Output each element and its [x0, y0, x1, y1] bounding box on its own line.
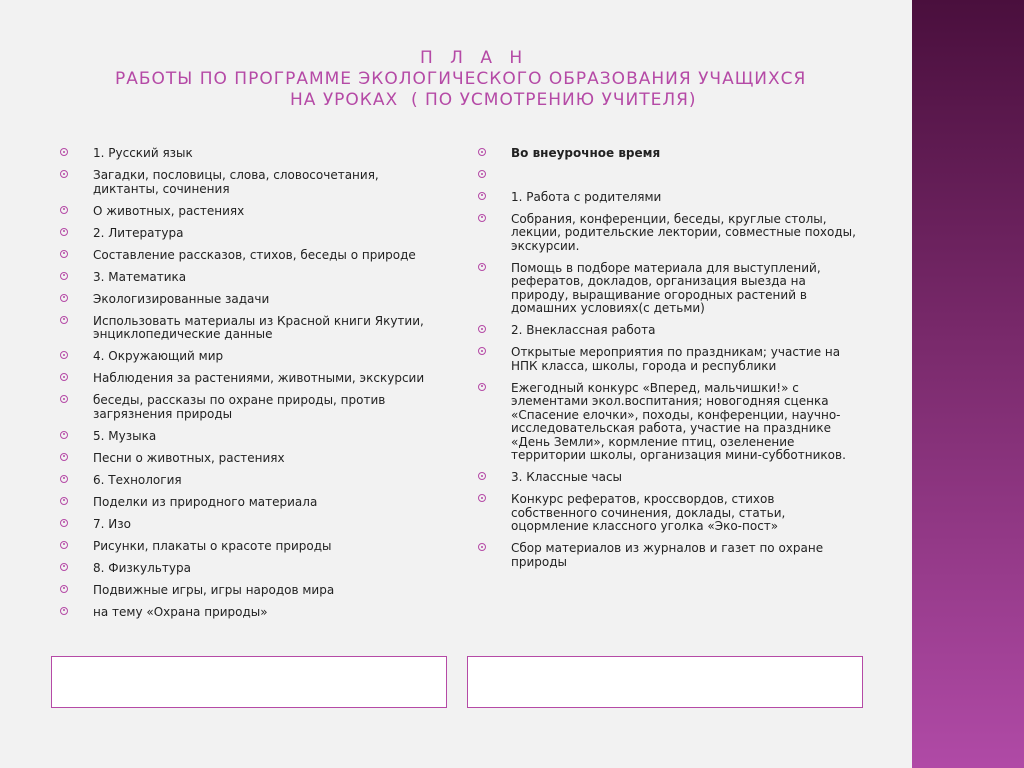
list-item-text: 3. Математика — [93, 269, 187, 284]
bullet-icon — [478, 148, 486, 156]
title-line-1: П Л А Н — [420, 48, 529, 68]
list-item — [60, 474, 440, 488]
list-item-text: Использовать материалы из Красной книги Якутии, энциклопедические данные — [93, 313, 424, 341]
bullet-icon — [478, 383, 486, 391]
list-item — [60, 394, 440, 421]
list-item — [478, 169, 863, 182]
bullet-icon — [478, 472, 486, 480]
list-item-text: 1. Работа с родителями — [511, 189, 662, 204]
list-item-text: Ежегодный конкурс «Вперед, мальчишки!» с элементами экол.воспитания; новогодняя сценка «Спасение елочки», походы, конференции, научно-исследовательская работа, участие на празднике «День Земли», кормление птиц, озеленение территории школы, организация мини-субботников. — [511, 380, 846, 462]
list-item — [60, 518, 440, 532]
list-item-text: беседы, рассказы по охране природы, против загрязнения природы — [93, 393, 386, 421]
list-item — [60, 452, 440, 466]
list-item-text: 5. Музыка — [93, 428, 157, 443]
list-item — [478, 346, 863, 373]
bullet-icon — [478, 170, 486, 178]
list-item-text: 1. Русский язык — [93, 146, 193, 160]
right-bullet-list — [478, 147, 863, 578]
bullet-icon — [60, 395, 68, 403]
list-item-text: Открытые мероприятия по праздникам; участие на НПК класса, школы, города и республики — [511, 345, 841, 373]
bullet-icon — [60, 541, 68, 549]
list-item — [60, 562, 440, 576]
list-item-text: на тему «Охрана природы» — [93, 604, 268, 619]
list-item — [478, 382, 863, 463]
list-item-text: Рисунки, плакаты о красоте природы — [93, 538, 332, 553]
list-item — [478, 324, 863, 338]
list-item — [60, 350, 440, 364]
bullet-icon — [60, 250, 68, 258]
list-item — [60, 372, 440, 386]
list-item — [478, 147, 863, 161]
list-item — [478, 191, 863, 205]
list-item-text: О животных, растениях — [93, 203, 245, 218]
bullet-icon — [60, 585, 68, 593]
list-item-text: 2. Литература — [93, 225, 184, 240]
list-item-text: 8. Физкультура — [93, 560, 191, 575]
bullet-icon — [478, 263, 486, 271]
list-item-text: Поделки из природного материала — [93, 494, 318, 509]
bullet-icon — [60, 607, 68, 615]
bullet-icon — [60, 206, 68, 214]
bullet-icon — [60, 563, 68, 571]
list-item-text: 4. Окружающий мир — [93, 349, 224, 363]
list-item-text: Подвижные игры, игры народов мира — [93, 582, 335, 597]
left-bullet-list — [60, 147, 440, 628]
list-item-text: 2. Внеклассная работа — [511, 323, 656, 337]
bullet-icon — [60, 294, 68, 302]
bullet-icon — [60, 453, 68, 461]
list-item — [478, 542, 863, 569]
list-item-text: 3. Классные часы — [511, 470, 623, 484]
list-item — [60, 540, 440, 554]
list-item — [478, 493, 863, 534]
bullet-icon — [60, 148, 68, 156]
title-line-2: РАБОТЫ ПО ПРОГРАММЕ ЭКОЛОГИЧЕСКОГО ОБРАЗОВАНИЯ УЧАЩИХСЯ — [115, 69, 807, 89]
bullet-icon — [60, 272, 68, 280]
bullet-icon — [60, 228, 68, 236]
bullet-icon — [60, 475, 68, 483]
list-item-text: Сбор материалов из журналов и газет по охране природы — [511, 541, 824, 569]
decorative-sidebar — [912, 0, 1024, 768]
list-item-text: 6. Технология — [93, 472, 182, 487]
list-item — [60, 584, 440, 598]
bullet-icon — [478, 192, 486, 200]
left-placeholder-box — [51, 656, 447, 708]
list-item-text: Экологизированные задачи — [93, 291, 270, 306]
list-item-text: 7. Изо — [93, 516, 131, 531]
list-item-text: Конкурс рефератов, кроссвордов, стихов собственного сочинения, доклады, статьи, оцормление классного уголка «Эко-пост» — [511, 492, 786, 533]
list-item-text: Наблюдения за растениями, животными, экскурсии — [93, 371, 425, 385]
list-item — [478, 262, 863, 316]
list-item — [60, 249, 440, 263]
list-item-text: Помощь в подборе материала для выступлений, рефератов, докладов, организация выезда на природу, выращивание огородных растений в домашних условиях(с детьми) — [511, 260, 821, 315]
bullet-icon — [478, 543, 486, 551]
list-item — [60, 147, 440, 161]
list-item — [60, 496, 440, 510]
bullet-icon — [478, 347, 486, 355]
list-item-text: Во внеурочное время — [511, 146, 661, 160]
bullet-icon — [60, 373, 68, 381]
bullet-icon — [478, 214, 486, 222]
list-item-text: Собрания, конференции, беседы, круглые столы, лекции, родительские лектории, совместные походы, экскурсии. — [511, 211, 856, 253]
list-item — [60, 205, 440, 219]
bullet-icon — [478, 325, 486, 333]
title-line-3: НА УРОКАХ ( ПО УСМОТРЕНИЮ УЧИТЕЛЯ) — [290, 90, 697, 110]
bullet-icon — [60, 431, 68, 439]
list-item-text: Загадки, пословицы, слова, словосочетания, диктанты, сочинения — [93, 168, 379, 196]
list-item — [60, 227, 440, 241]
list-item — [478, 471, 863, 485]
bullet-icon — [60, 316, 68, 324]
slide-title — [0, 48, 912, 111]
bullet-icon — [478, 494, 486, 502]
bullet-icon — [60, 351, 68, 359]
list-item — [60, 606, 440, 620]
bullet-icon — [60, 519, 68, 527]
list-item — [478, 213, 863, 254]
bullet-icon — [60, 497, 68, 505]
list-item-text: Составление рассказов, стихов, беседы о природе — [93, 247, 416, 262]
list-item — [60, 315, 440, 342]
list-item — [60, 430, 440, 444]
list-item — [60, 169, 440, 196]
list-item-text: Песни о животных, растениях — [93, 450, 285, 465]
right-placeholder-box — [467, 656, 863, 708]
bullet-icon — [60, 170, 68, 178]
list-item — [60, 271, 440, 285]
list-item — [60, 293, 440, 307]
